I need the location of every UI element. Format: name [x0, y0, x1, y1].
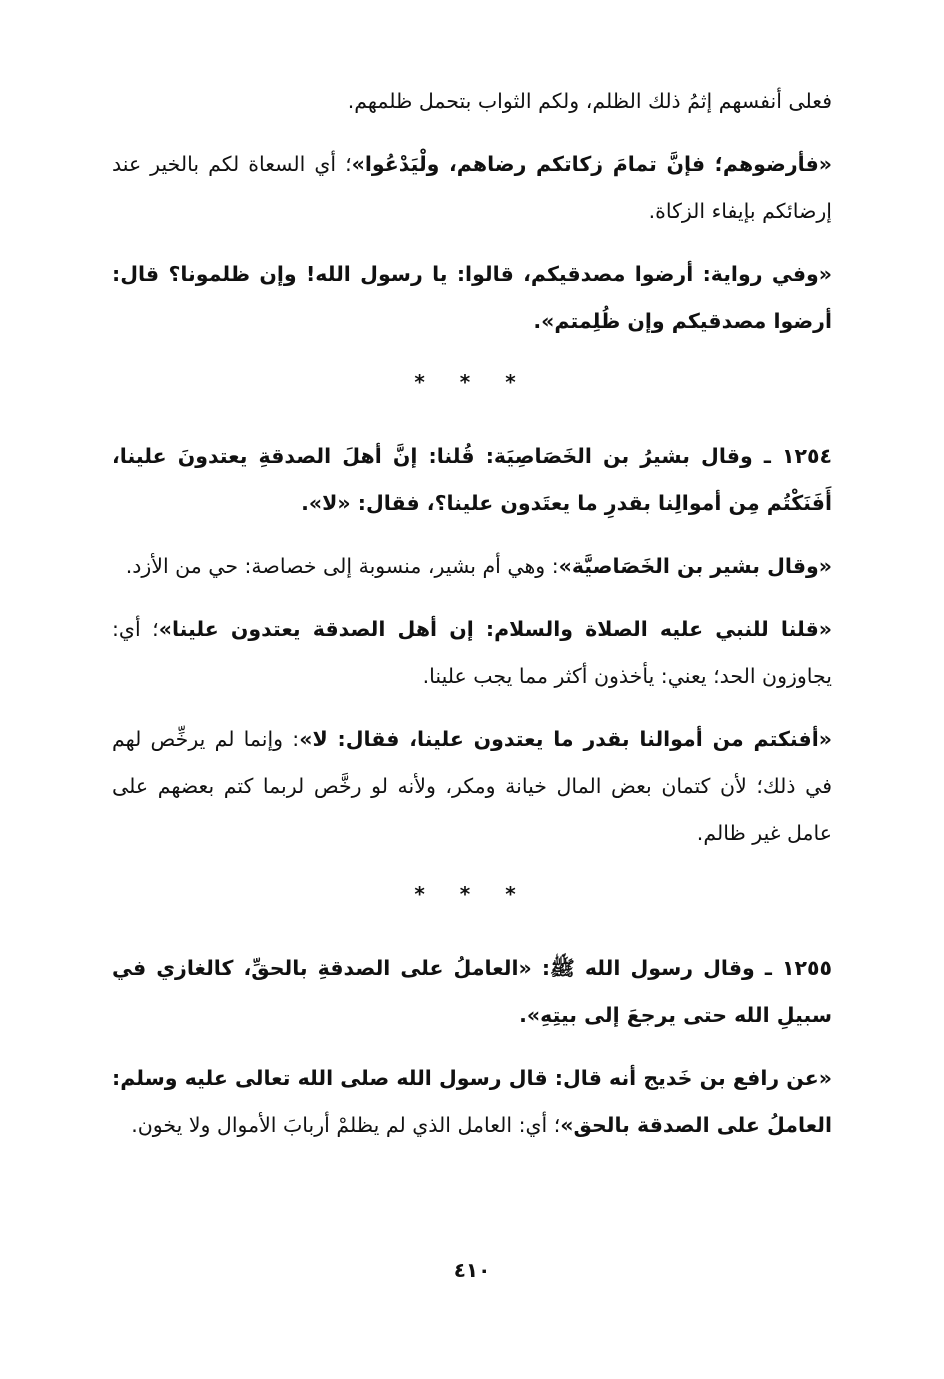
hadith-quote: «فأرضوهم؛ فإنَّ تمامَ زكاتكم رضاهم، ولْيَدْعُوا» — [351, 152, 833, 176]
hadith-1254 — [112, 433, 832, 527]
hadith-text: ١٢٥٥ ـ وقال رسول الله ﷺ: «العاملُ على الصدقةِ بالحقِّ، كالغازي في سبيلِ الله حتى يرجعَ إلى بيتِهِ». — [112, 956, 832, 1027]
hadith-1255 — [112, 945, 832, 1039]
commentary-text: : وهي أم بشير، منسوبة إلى خصاصة: حي من الأزد. — [125, 554, 559, 578]
commentary-text: : وإنما لم يرخِّص لهم في ذلك؛ لأن كتمان بعض المال خيانة ومكر، ولأنه لو رخَّص لربما كتم بعضهم على عامل غير ظالم. — [112, 727, 832, 845]
paragraph-2 — [112, 141, 832, 235]
hadith-quote: «أفنكتم من أموالنا بقدر ما يعتدون علينا، فقال: لا» — [299, 727, 832, 751]
paragraph-1 — [112, 78, 832, 125]
commentary-text: ؛ أي: يجاوزون الحد؛ يعني: يأخذون أكثر مما يجب علينا. — [112, 617, 832, 688]
section-divider: * * * — [414, 370, 530, 394]
commentary-text: ؛ أي السعاة لكم بالخير عند إرضائكم بإيفاء الزكاة. — [112, 152, 832, 223]
hadith-quote: «وقال بشير بن الخَصَاصيَّة» — [558, 554, 832, 578]
paragraph-3 — [112, 251, 832, 345]
hadith-text: ١٢٥٤ ـ وقال بشيرُ بن الخَصَاصِيَة: قُلنا: إنَّ أهلَ الصدقةِ يعتدونَ علينا، أَفَنَكْتُم مِن أموالِنا بقدرِ ما يعتَدون علينا؟، فقال: «لا». — [112, 444, 832, 515]
hadith-quote: «وفي رواية: أرضوا مصدقيكم، قالوا: يا رسول الله! وإن ظلمونا؟ قال: أرضوا مصدقيكم وإن ظُلِمتم». — [112, 262, 832, 333]
section-divider: * * * — [414, 882, 530, 906]
paragraph-9 — [112, 1055, 832, 1149]
paragraph-5 — [112, 543, 832, 590]
paragraph-6 — [112, 606, 832, 700]
plain-text: فعلى أنفسهم إثمُ ذلك الظلم، ولكم الثواب بتحمل ظلمهم. — [347, 89, 832, 113]
paragraph-7 — [112, 716, 832, 857]
page-body — [112, 78, 832, 1165]
hadith-quote: «قلنا للنبي عليه الصلاة والسلام: إن أهل الصدقة يعتدون علينا» — [158, 617, 833, 641]
commentary-text: ؛ أي: العامل الذي لم يظلمْ أربابَ الأموال ولا يخون. — [131, 1113, 561, 1137]
page-number: ٤١٠ — [453, 1258, 491, 1282]
hadith-quote: «عن رافع بن خَديج أنه قال: قال رسول الله صلى الله تعالى عليه وسلم: العاملُ على الصدقة بالحق» — [112, 1066, 832, 1137]
